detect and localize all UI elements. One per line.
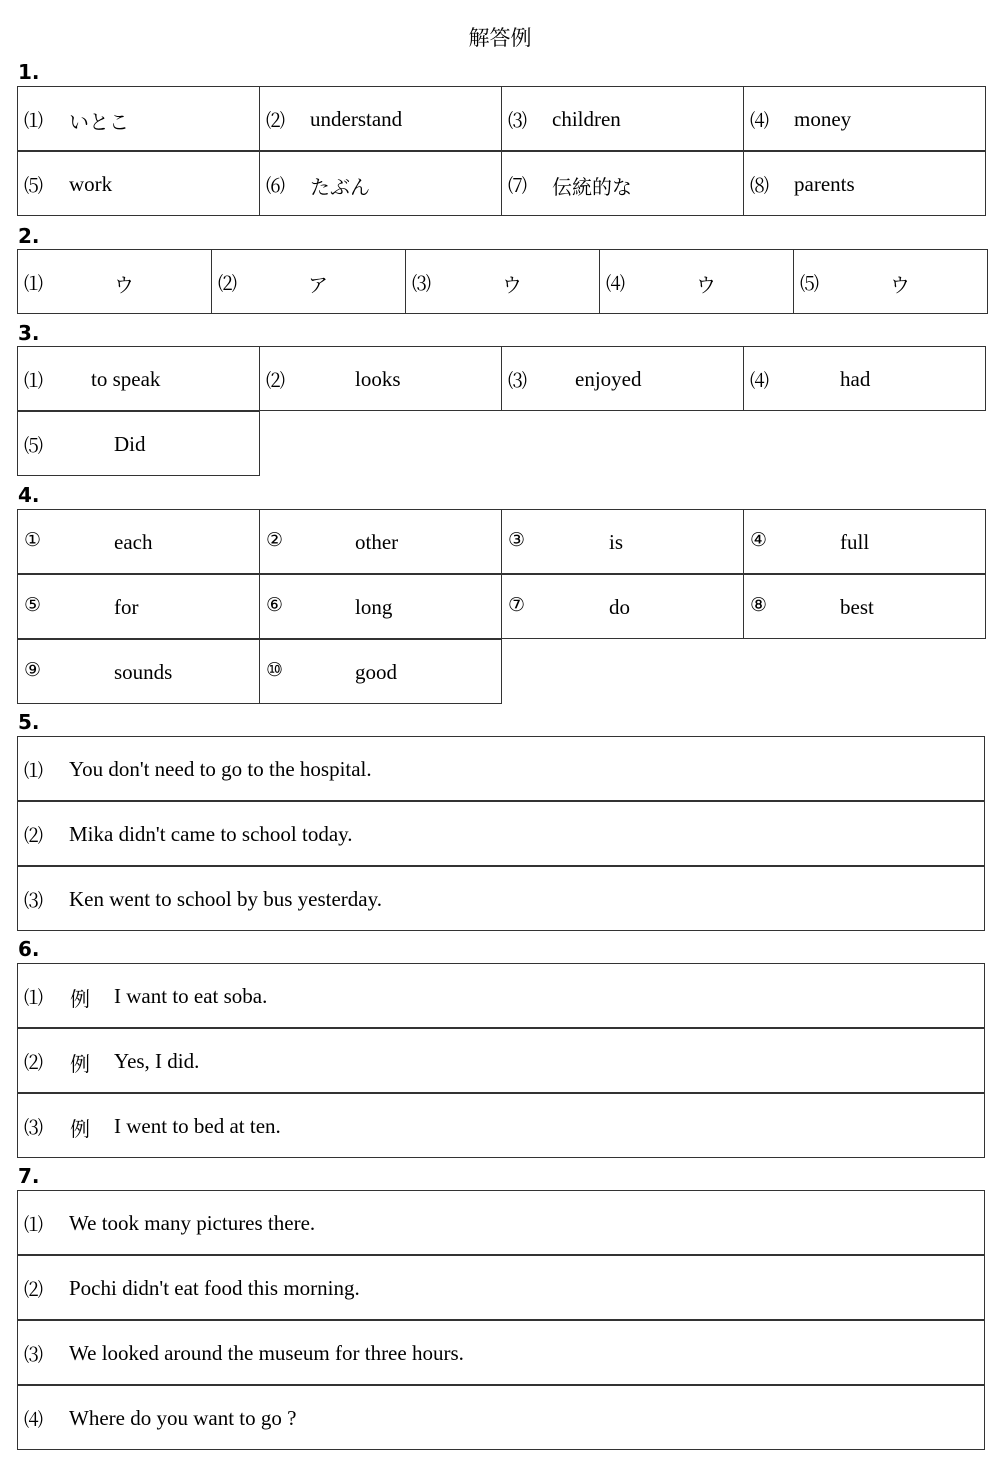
answer-text: 伝統的な (552, 175, 632, 199)
item-number: ⑥ (266, 594, 284, 616)
item-number: ⑴ (24, 110, 44, 132)
section-6-row-3 (17, 1094, 985, 1158)
answer-text: other (355, 530, 399, 554)
section-1-row-2 (17, 152, 986, 216)
answer-text: ウ (114, 273, 134, 297)
answer-cell (17, 411, 260, 476)
section-4-row-3 (17, 640, 502, 704)
answer-text: to speak (91, 367, 161, 391)
answer-text: I went to bed at ten. (114, 1114, 281, 1138)
item-number: ⑴ (24, 370, 44, 392)
item-number: ⑶ (24, 1117, 44, 1139)
section-3-row-2 (17, 412, 260, 476)
answer-text: full (840, 530, 870, 554)
item-number: ⑹ (266, 175, 286, 197)
page-title: 解答例 (468, 26, 532, 50)
section-3-row-1 (17, 347, 986, 411)
example-label: 例 (70, 1117, 90, 1141)
answer-cell (17, 736, 985, 801)
section-3-label: 3. (18, 321, 40, 345)
answer-cell (405, 249, 600, 314)
item-number: ⑶ (24, 890, 44, 912)
item-number: ⑷ (606, 273, 626, 295)
answer-text: いとこ (69, 110, 129, 134)
item-number: ⑶ (508, 110, 528, 132)
section-1-label: 1. (18, 60, 40, 84)
answer-text: ア (308, 273, 328, 297)
example-label: 例 (70, 1052, 90, 1076)
answer-text: parents (794, 172, 855, 196)
item-number: ⑶ (412, 273, 432, 295)
answer-text: Pochi didn't eat food this morning. (69, 1276, 360, 1300)
section-6-label: 6. (18, 937, 40, 961)
answer-text: children (552, 107, 621, 131)
section-4-row-2 (17, 575, 986, 639)
answer-text: had (840, 367, 871, 391)
answer-text: Yes, I did. (114, 1049, 200, 1073)
item-number: ⑷ (750, 110, 770, 132)
item-number: ⑴ (24, 987, 44, 1009)
item-number: ⑵ (24, 1279, 44, 1301)
item-number: ⑴ (24, 760, 44, 782)
answer-text: Where do you want to go ? (69, 1406, 297, 1430)
section-2-label: 2. (18, 224, 40, 248)
section-4-row-1 (17, 510, 986, 574)
item-number: ⑵ (24, 1052, 44, 1074)
section-7-label: 7. (18, 1164, 40, 1188)
item-number: ⑵ (266, 370, 286, 392)
item-number: ⑵ (266, 110, 286, 132)
answer-cell (17, 151, 260, 216)
answer-cell (743, 151, 986, 216)
answer-cell (17, 346, 260, 411)
section-5-label: 5. (18, 710, 40, 734)
item-number: ⑩ (266, 659, 284, 681)
answer-cell (17, 866, 985, 931)
answer-text: each (114, 530, 153, 554)
answer-text: Mika didn't came to school today. (69, 822, 353, 846)
answer-text: is (609, 530, 624, 554)
answer-text: ウ (502, 273, 522, 297)
item-number: ⑷ (750, 370, 770, 392)
section-6-row-1 (17, 964, 985, 1028)
answer-cell (17, 86, 260, 151)
answer-cell (17, 1385, 985, 1450)
item-number: ⑵ (24, 825, 44, 847)
answer-text: たぶん (310, 175, 370, 199)
answer-cell (17, 963, 985, 1028)
answer-text: sounds (114, 660, 173, 684)
answer-text: good (355, 660, 397, 684)
item-number: ⑴ (24, 273, 44, 295)
section-7-row-2 (17, 1256, 985, 1320)
section-4-label: 4. (18, 483, 40, 507)
answer-cell (17, 1028, 985, 1093)
answer-text: ウ (890, 273, 910, 297)
answer-cell (211, 249, 406, 314)
section-6-row-2 (17, 1029, 985, 1093)
answer-text: enjoyed (575, 367, 642, 391)
answer-cell (743, 574, 986, 639)
answer-text: I want to eat soba. (114, 984, 268, 1008)
answer-text: long (355, 595, 393, 619)
section-7-row-3 (17, 1321, 985, 1385)
answer-cell (793, 249, 988, 314)
item-number: ⑺ (508, 175, 528, 197)
answer-text: for (114, 595, 139, 619)
answer-cell (17, 801, 985, 866)
answer-cell (17, 1190, 985, 1255)
item-number: ⑸ (24, 175, 44, 197)
answer-text: work (69, 172, 113, 196)
item-number: ⑵ (218, 273, 238, 295)
answer-cell (501, 151, 744, 216)
answer-text: do (609, 595, 630, 619)
section-2-row-1 (17, 250, 988, 314)
section-7-row-1 (17, 1191, 985, 1255)
answer-cell (599, 249, 794, 314)
answer-cell (743, 346, 986, 411)
answer-text: You don't need to go to the hospital. (69, 757, 372, 781)
item-number: ⑨ (24, 659, 42, 681)
item-number: ⑶ (24, 1344, 44, 1366)
answer-cell (17, 574, 260, 639)
answer-cell (17, 1255, 985, 1320)
item-number: ⑤ (24, 594, 42, 616)
answer-text: money (794, 107, 852, 131)
example-label: 例 (70, 987, 90, 1011)
answer-cell (17, 1093, 985, 1158)
item-number: ③ (508, 529, 526, 551)
answer-cell (17, 639, 260, 704)
item-number: ⑸ (24, 435, 44, 457)
answer-cell (743, 509, 986, 574)
answer-cell (259, 86, 502, 151)
item-number: ⑴ (24, 1214, 44, 1236)
section-5-row-3 (17, 867, 985, 931)
item-number: ① (24, 529, 42, 551)
section-1-row-1 (17, 87, 986, 151)
answer-cell (743, 86, 986, 151)
answer-cell (259, 346, 502, 411)
item-number: ④ (750, 529, 768, 551)
answer-cell (259, 639, 502, 704)
item-number: ⑦ (508, 594, 526, 616)
answer-cell (501, 86, 744, 151)
answer-cell (259, 574, 502, 639)
section-5-row-2 (17, 802, 985, 866)
item-number: ⑧ (750, 594, 768, 616)
section-7-row-4 (17, 1386, 985, 1450)
section-5-row-1 (17, 737, 985, 801)
answer-cell (501, 509, 744, 574)
answer-text: We took many pictures there. (69, 1211, 316, 1235)
answer-text: Ken went to school by bus yesterday. (69, 887, 382, 911)
answer-cell (17, 509, 260, 574)
item-number: ⑻ (750, 175, 770, 197)
answer-cell (17, 249, 212, 314)
item-number: ⑷ (24, 1409, 44, 1431)
answer-text: Did (114, 432, 146, 456)
answer-cell (501, 346, 744, 411)
item-number: ② (266, 529, 284, 551)
answer-cell (501, 574, 744, 639)
answer-cell (259, 151, 502, 216)
answer-cell (17, 1320, 985, 1385)
answer-text: looks (355, 367, 401, 391)
answer-text: We looked around the museum for three hours. (69, 1341, 464, 1365)
answer-text: understand (310, 107, 403, 131)
item-number: ⑸ (800, 273, 820, 295)
answer-cell (259, 509, 502, 574)
answer-text: best (840, 595, 874, 619)
item-number: ⑶ (508, 370, 528, 392)
answer-text: ウ (696, 273, 716, 297)
